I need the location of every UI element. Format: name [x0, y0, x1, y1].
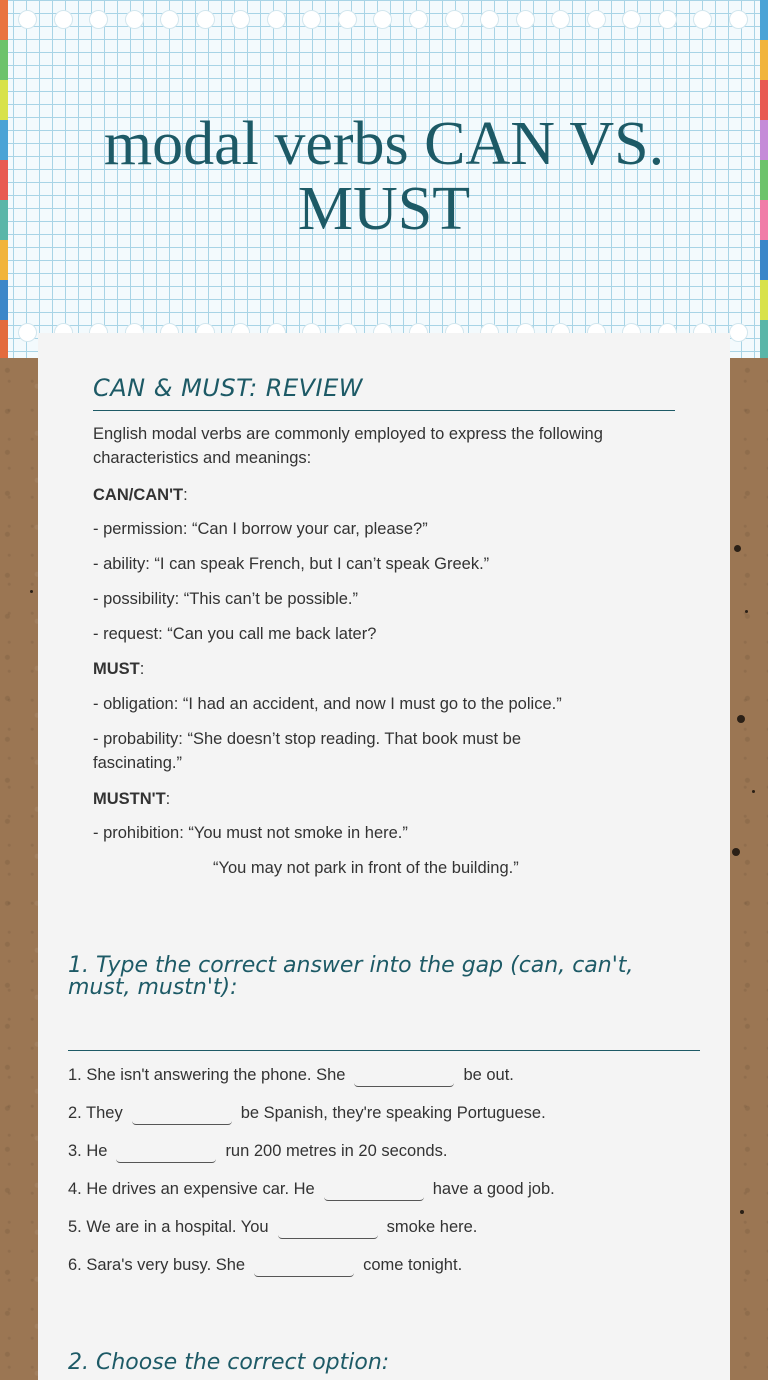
question-row: [68, 1139, 447, 1163]
cork-speck: [30, 590, 33, 593]
review-intro: English modal verbs are commonly employed to express the following characteristics and meanings:: [93, 425, 603, 467]
punch-hole: [373, 10, 392, 29]
answer-gap-input[interactable]: [254, 1256, 354, 1277]
question-text-before: 6. Sara's very busy. She: [68, 1256, 246, 1274]
can-item: - permission: “Can I borrow your car, please?”: [93, 520, 428, 538]
punch-hole: [54, 10, 73, 29]
must-item: - obligation: “I had an accident, and now I must go to the police.”: [93, 695, 562, 713]
can-label: CAN/CAN'T: [93, 486, 184, 504]
answer-gap-input[interactable]: [278, 1218, 378, 1239]
punch-hole: [18, 10, 37, 29]
punch-hole: [729, 10, 748, 29]
cork-speck: [740, 1210, 744, 1214]
cork-speck: [745, 610, 748, 613]
punch-holes-top: [18, 10, 748, 32]
question-row: [68, 1063, 514, 1087]
punch-hole: [622, 10, 641, 29]
mustnt-label-line: MUSTN'T:: [93, 790, 171, 808]
must-label: MUST: [93, 660, 140, 678]
cork-speck: [734, 545, 741, 552]
question-row: [68, 1253, 462, 1277]
must-item: - probability: “She doesn’t stop reading. That book must be fascinating.”: [93, 730, 522, 772]
cork-speck: [737, 715, 745, 723]
punch-hole: [480, 10, 499, 29]
question-row: [68, 1101, 546, 1125]
can-label-line: CAN/CAN'T:: [93, 486, 188, 504]
punch-hole: [196, 10, 215, 29]
punch-hole: [89, 10, 108, 29]
punch-hole: [551, 10, 570, 29]
answer-gap-input[interactable]: [354, 1066, 454, 1087]
mustnt-item: - prohibition: “You must not smoke in here.”: [93, 824, 408, 842]
question-text-before: 1. She isn't answering the phone. She: [68, 1066, 346, 1084]
answer-gap-input[interactable]: [324, 1180, 424, 1201]
can-item: - possibility: “This can’t be possible.”: [93, 590, 359, 608]
punch-hole: [587, 10, 606, 29]
punch-hole: [160, 10, 179, 29]
punch-hole: [18, 323, 37, 342]
question-row: [68, 1177, 555, 1201]
question-text-after: be out.: [463, 1066, 514, 1084]
exercise2-heading: 2. Choose the correct option:: [68, 1350, 390, 1375]
cork-speck: [752, 790, 755, 793]
color-edge-left: [0, 0, 8, 358]
punch-hole: [658, 10, 677, 29]
review-heading: CAN & MUST: REVIEW: [93, 374, 364, 402]
can-item: - ability: “I can speak French, but I can’t speak Greek.”: [93, 555, 490, 573]
color-edge-right: [760, 0, 768, 358]
question-text-before: 2. They: [68, 1104, 123, 1122]
question-text-after: run 200 metres in 20 seconds.: [225, 1142, 448, 1160]
punch-hole: [729, 323, 748, 342]
mustnt-item: “You may not park in front of the building.”: [213, 859, 519, 877]
mustnt-label: MUSTN'T: [93, 790, 166, 808]
question-text-after: have a good job.: [432, 1180, 555, 1198]
question-text-after: smoke here.: [386, 1218, 478, 1236]
punch-hole: [338, 10, 357, 29]
question-text-before: 4. He drives an expensive car. He: [68, 1180, 315, 1198]
question-text-after: be Spanish, they're speaking Portuguese.: [240, 1104, 546, 1122]
question-row: [68, 1215, 477, 1239]
exercise1-heading-rule: [68, 1050, 700, 1051]
question-text-before: 3. He: [68, 1142, 108, 1160]
exercise1-heading: 1. Type the correct answer into the gap (can, can't, must, mustn't):: [68, 953, 634, 1000]
punch-hole: [267, 10, 286, 29]
question-text-after: come tonight.: [363, 1256, 463, 1274]
punch-hole: [231, 10, 250, 29]
cork-speck: [732, 848, 740, 856]
graph-paper-header: [0, 0, 768, 358]
review-heading-rule: [93, 410, 675, 411]
punch-hole: [693, 10, 712, 29]
question-text-before: 5. We are in a hospital. You: [68, 1218, 269, 1236]
punch-hole: [125, 10, 144, 29]
punch-hole: [445, 10, 464, 29]
punch-hole: [409, 10, 428, 29]
answer-gap-input[interactable]: [116, 1142, 216, 1163]
answer-gap-input[interactable]: [132, 1104, 232, 1125]
can-item: - request: “Can you call me back later?: [93, 625, 377, 643]
must-label-line: MUST:: [93, 660, 145, 678]
punch-hole: [302, 10, 321, 29]
page-title: modal verbs CAN VS. MUST: [103, 110, 665, 243]
punch-hole: [516, 10, 535, 29]
